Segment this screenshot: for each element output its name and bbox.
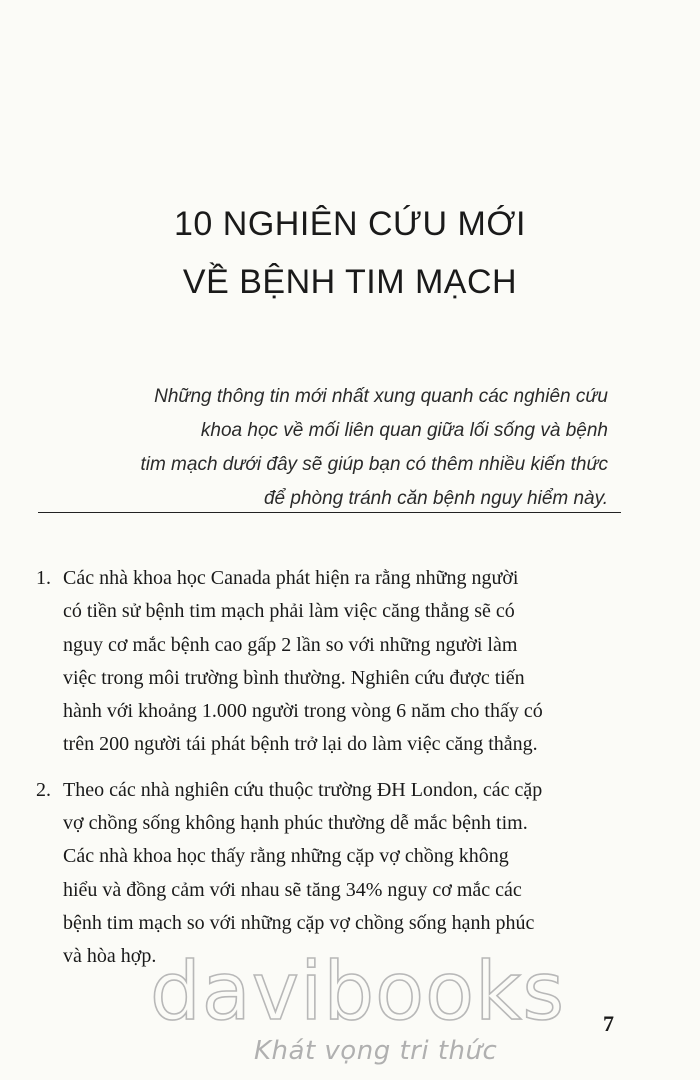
page-number: 7 (603, 1011, 614, 1036)
list-item-line: bệnh tim mạch so với những cặp vợ chồng sống hạnh phúc (63, 911, 535, 934)
list-item-number: 1. (36, 567, 51, 589)
list-item-line: hành với khoảng 1.000 người trong vòng 6 năm cho thấy có (63, 700, 543, 723)
chapter-title (0, 195, 700, 311)
chapter-title-line-2: VỀ BỆNH TIM MẠCH (182, 263, 518, 301)
intro-line: khoa học về mối liên quan giữa lối sống và bệnh (200, 420, 608, 441)
list-item-line: có tiền sử bệnh tim mạch phải làm việc căng thẳng sẽ có (63, 600, 515, 623)
chapter-title-line-1: 10 NGHIÊN CỨU MỚI (174, 205, 526, 243)
list-item-line: Các nhà khoa học Canada phát hiện ra rằng những người (63, 567, 519, 589)
divider-rule (38, 512, 621, 513)
watermark-logo: davibooks (150, 945, 566, 1038)
list-item (36, 562, 636, 762)
list-item-line: vợ chồng sống không hạnh phúc thường dễ mắc bệnh tim. (63, 812, 528, 835)
watermark-slogan: Khát vọng tri thức (254, 1036, 498, 1066)
intro-line: Những thông tin mới nhất xung quanh các nghiên cứu (154, 386, 608, 407)
watermark (150, 944, 570, 1080)
findings-list (36, 562, 636, 986)
list-item-line: việc trong môi trường bình thường. Nghiên cứu được tiến (63, 666, 525, 689)
list-item-line: Các nhà khoa học thấy rằng những cặp vợ chồng không (63, 845, 509, 868)
list-item-line: trên 200 người tái phát bệnh trở lại do làm việc căng thẳng. (63, 733, 538, 756)
intro-line: để phòng tránh căn bệnh nguy hiểm này. (263, 488, 608, 509)
list-item-line: và hòa hợp. (63, 945, 157, 968)
list-item-line: hiểu và đồng cảm với nhau sẽ tăng 34% nguy cơ mắc các (63, 878, 522, 901)
list-item-line: nguy cơ mắc bệnh cao gấp 2 lần so với những người làm (63, 633, 518, 656)
list-item-number: 2. (36, 778, 51, 801)
list-item-line: Theo các nhà nghiên cứu thuộc trường ĐH London, các cặp (63, 778, 543, 801)
intro-paragraph (48, 380, 608, 516)
intro-line: tim mạch dưới đây sẽ giúp bạn có thêm nhiều kiến thức (140, 454, 608, 475)
